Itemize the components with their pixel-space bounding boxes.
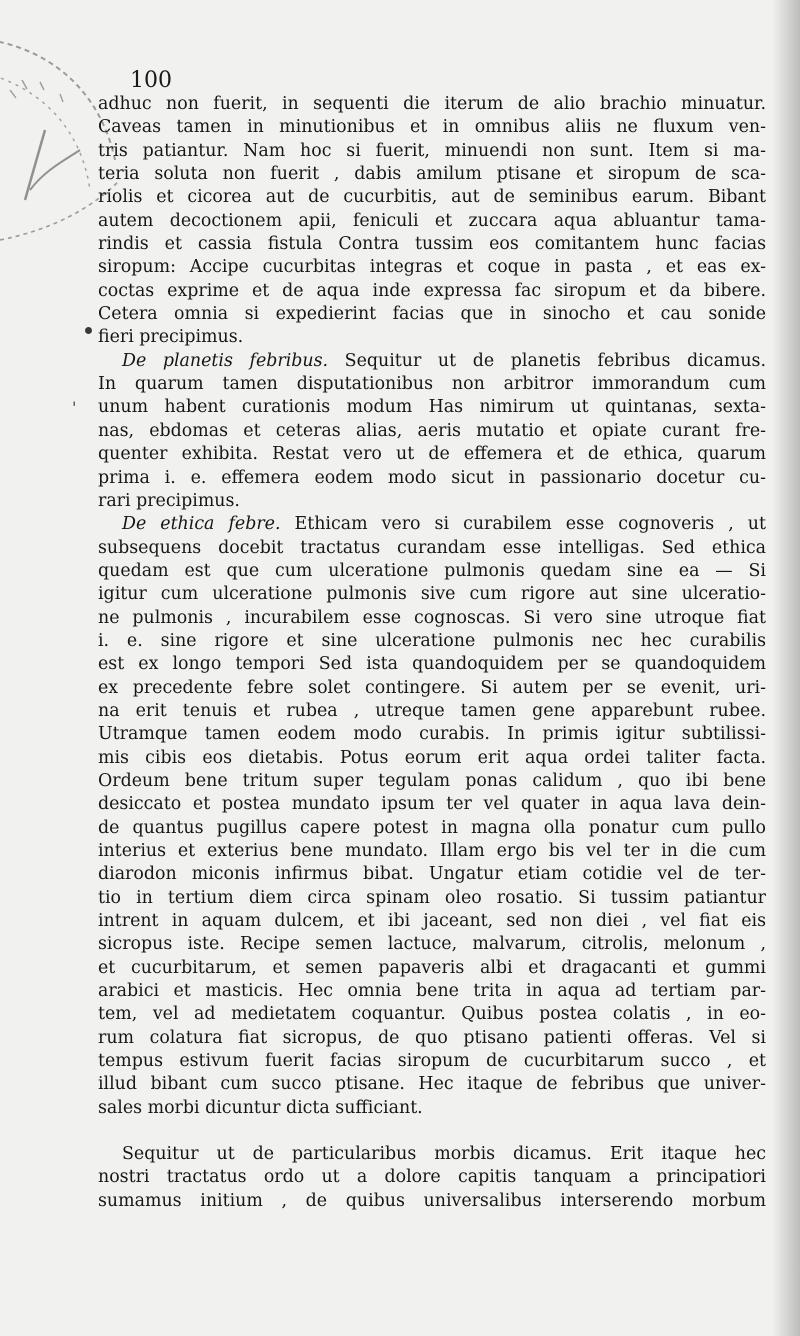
text-line: diarodon miconis infirmus bibat. Ungatur etiam cotidie vel de ter-	[98, 864, 766, 885]
text-line: coctas exprime et de aqua inde expressa fac siropum et da bibere.	[98, 280, 766, 301]
margin-tick-mark: '	[72, 398, 77, 417]
text-line: Caveas tamen in minutionibus et in omnibus aliis ne fluxum ven-	[98, 117, 766, 138]
text-line: prima i. e. effemera eodem modo sicut in passionario docetur cu-	[98, 467, 766, 488]
text-line: rari precipimus.	[98, 490, 240, 511]
text-line: autem decoctionem apii, feniculi et zuccara aqua abluantur tama-	[98, 210, 766, 231]
text-line: quenter exhibita. Restat vero ut de effemera et de ethica, quarum	[98, 444, 766, 465]
text-line: sumamus initium , de quibus universalibus interserendo morbum	[98, 1190, 766, 1211]
text-line: quedam est que cum ulceratione pulmonis quedam sine ea — Si	[98, 560, 766, 581]
body-text	[98, 93, 766, 1213]
text-line: Cetera omnia si expedierint facias que in sinocho et cau sonide	[98, 304, 766, 325]
text-line: sicropus iste. Recipe semen lactuce, malvarum, citrolis, melonum ,	[98, 934, 766, 955]
text-line	[98, 350, 766, 373]
text-line: rum colatura fiat sicropus, de quo ptisano patienti offeras. Vel si	[98, 1027, 766, 1048]
paragraph-4	[98, 1143, 766, 1213]
text-line: illud bibant cum succo ptisane. Hec itaque de febribus que univer-	[98, 1074, 766, 1095]
text-line: desiccato et postea mundato ipsum ter vel quater in aqua lava dein-	[98, 794, 766, 815]
text-line: rindis et cassia fistula Contra tussim eos comitantem hunc facias	[98, 234, 766, 255]
text-line: ex precedente febre solet contingere. Si autem per se evenit, uri-	[98, 677, 766, 698]
text-line: tem, vel ad medietatem coquantur. Quibus postea colatis , in eo-	[98, 1004, 766, 1025]
text-line: tris patiantur. Nam hoc si fuerit, minuendi non sunt. Item si ma-	[98, 140, 766, 161]
text-line: Utramque tamen eodem modo curabis. In primis igitur subtilissi-	[98, 724, 766, 745]
page-number: 100	[130, 68, 172, 93]
text-line: i. e. sine rigore et sine ulceratione pulmonis nec hec curabilis	[98, 630, 766, 651]
book-gutter	[772, 0, 800, 1336]
paragraph-gap	[98, 1120, 766, 1143]
text-line: siropum: Accipe cucurbitas integras et coque in pasta , et eas ex-	[98, 257, 766, 278]
text-line: fieri precipimus.	[98, 327, 244, 348]
text-line: est ex longo tempori Sed ista quandoquidem per se quandoquidem	[98, 654, 766, 675]
margin-dot-mark	[85, 327, 92, 334]
text-line: teria soluta non fuerit , dabis amilum ptisane et siropum de sca-	[98, 164, 766, 185]
text-line: tio in tertium diem circa spinam oleo rosatio. Si tussim patiantur	[98, 887, 766, 908]
text-line: subsequens docebit tractatus curandam esse intelligas. Sed ethica	[98, 537, 766, 558]
text-line: In quarum tamen disputationibus non arbitror immorandum cum	[98, 374, 766, 395]
paragraph-2	[98, 350, 766, 513]
paragraph-3	[98, 513, 766, 1120]
text-line: Ordeum bene tritum super tegulam ponas calidum , quo ibi bene	[98, 770, 766, 791]
text-line: riolis et cicorea aut de cucurbitis, aut de seminibus earum. Bibant	[98, 187, 766, 208]
text-line: ne pulmonis , incurabilem esse cognoscas. Si vero sine utroque fiat	[98, 607, 766, 628]
text-line: na erit tenuis et rubea , utreque tamen gene apparebunt rubee.	[98, 700, 766, 721]
text-span: Sequitur ut de planetis febribus dicamus.	[328, 350, 766, 371]
text-line: mis cibis eos dietabis. Potus eorum erit aqua ordei taliter facta.	[98, 747, 766, 768]
text-line: igitur cum ulceratione pulmonis sive cum rigore aut sine ulceratio-	[98, 584, 766, 605]
text-line	[98, 513, 766, 536]
text-line: nas, ebdomas et ceteras alias, aeris mutatio et opiate curant fre-	[98, 420, 766, 441]
section-heading-ethica: De ethica febre.	[122, 514, 281, 535]
paragraph-1	[98, 93, 766, 350]
text-line: arabici et masticis. Hec omnia bene trita in aqua ad tertiam par-	[98, 981, 766, 1002]
text-line: intrent in aquam dulcem, et ibi jaceant, sed non diei , vel fiat eis	[98, 911, 766, 932]
section-heading-planetis: De planetis febribus.	[122, 350, 329, 371]
text-line: sales morbi dicuntur dicta sufficiant.	[98, 1097, 423, 1118]
text-span: Ethicam vero si curabilem esse cognoveris , ut	[280, 514, 766, 535]
text-line: interius et exterius bene mundato. Illam ergo bis vel ter in die cum	[98, 841, 766, 861]
text-line: de quantus pugillus capere potest in magna olla ponatur cum pullo	[98, 817, 766, 838]
text-line: tempus estivum fuerit facias siropum de cucurbitarum succo , et	[98, 1051, 766, 1072]
text-line: adhuc non fuerit, in sequenti die iterum de alio brachio minuatur.	[98, 94, 766, 114]
text-line: nostri tractatus ordo ut a dolore capitis tanquam a principatiori	[98, 1167, 766, 1188]
text-line: Sequitur ut de particularibus morbis dicamus. Erit itaque hec	[122, 1144, 766, 1165]
text-line: unum habent curationis modum Has nimirum ut quintanas, sexta-	[98, 397, 766, 418]
text-line: et cucurbitarum, et semen papaveris albi et dragacanti et gummi	[98, 957, 766, 978]
